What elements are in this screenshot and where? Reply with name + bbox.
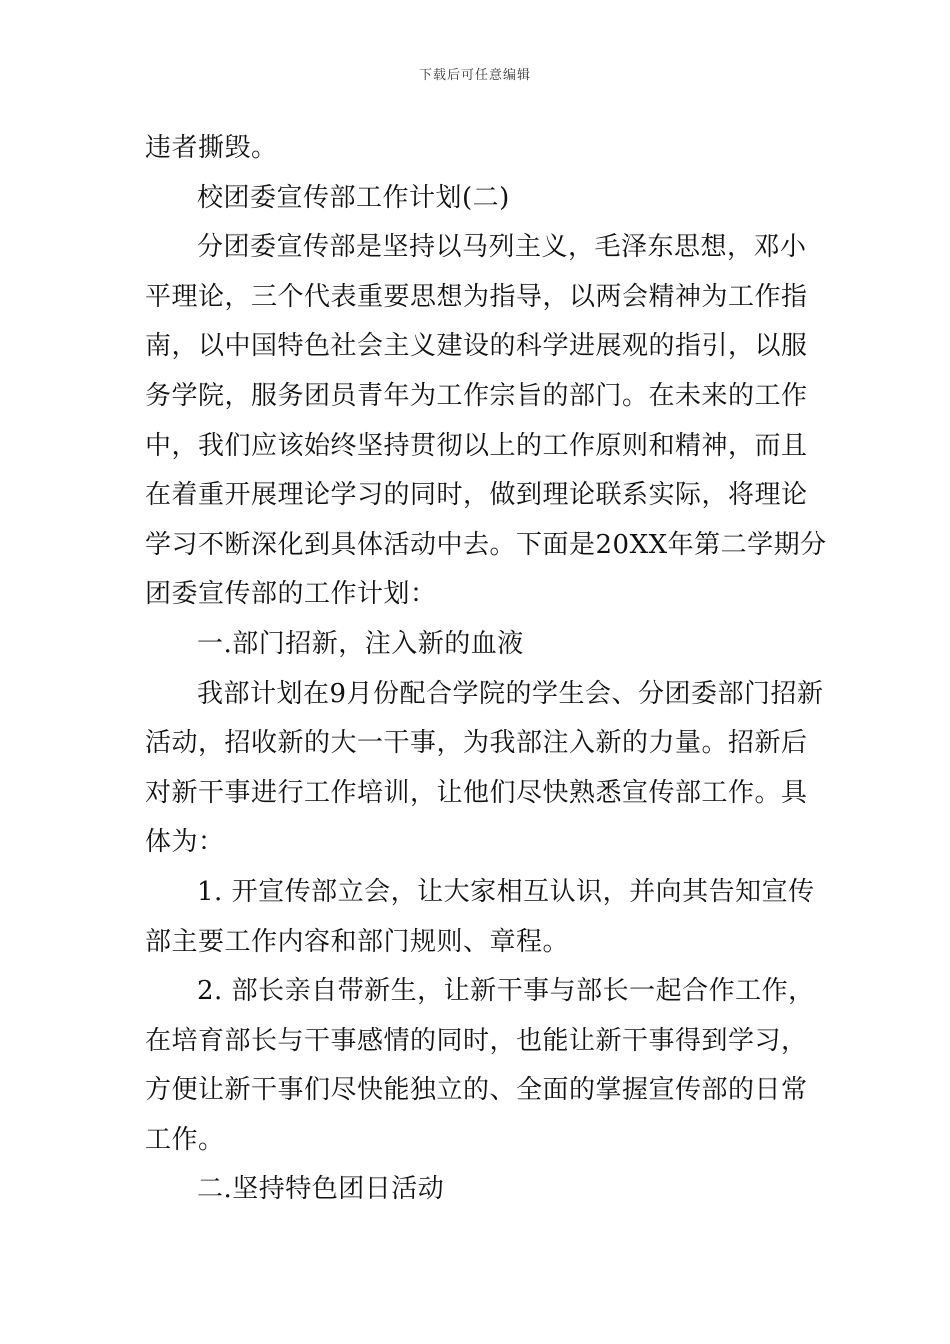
section-heading: 一.部门招新，注入新的血液 <box>197 628 524 659</box>
list-item: 2. 部长亲自带新生，让新干事与部长一起合作工作， <box>197 976 815 1007</box>
text-line: 平理论，三个代表重要思想为指导，以两会精神为工作指 <box>145 281 808 312</box>
text-line: 体为： <box>145 827 225 858</box>
text-line: 对新干事进行工作培训，让他们尽快熟悉宣传部工作。具 <box>145 777 808 808</box>
text-line: 分团委宣传部是坚持以马列主义，毛泽东思想，邓小 <box>197 232 807 263</box>
text-line: 活动，招收新的大一干事，为我部注入新的力量。招新后 <box>145 728 808 759</box>
text-line: 中，我们应该始终坚持贯彻以上的工作原则和精神，而且 <box>145 430 808 461</box>
text-line: 团委宣传部的工作计划： <box>145 579 437 610</box>
text-line: 在培育部长与干事感情的同时，也能让新干事得到学习， <box>145 1025 808 1056</box>
text-line: 学习不断深化到具体活动中去。下面是20XX年第二学期分 <box>145 529 827 560</box>
text-line: 务学院，服务团员青年为工作宗旨的部门。在未来的工作 <box>145 380 808 411</box>
text-line: 我部计划在9月份配合学院的学生会、分团委部门招新 <box>197 678 824 709</box>
text-line: 工作。 <box>145 1124 225 1155</box>
text-line: 南，以中国特色社会主义建设的科学进展观的指引，以服 <box>145 331 808 362</box>
list-item: 1. 开宣传部立会，让大家相互认识，并向其告知宣传 <box>197 876 815 907</box>
text-line: 方便让新干事们尽快能独立的、全面的掌握宣传部的日常 <box>145 1075 808 1106</box>
document-body <box>145 124 827 1215</box>
text-line: 部主要工作内容和部门规则、章程。 <box>145 926 570 957</box>
section-title: 校团委宣传部工作计划(二) <box>197 182 510 213</box>
page-header: 下载后可任意编辑 <box>418 68 531 83</box>
section-heading: 二.坚持特色团日活动 <box>197 1174 445 1205</box>
text-line: 在着重开展理论学习的同时，做到理论联系实际，将理论 <box>145 480 808 511</box>
text-line: 违者撕毁。 <box>145 133 278 163</box>
